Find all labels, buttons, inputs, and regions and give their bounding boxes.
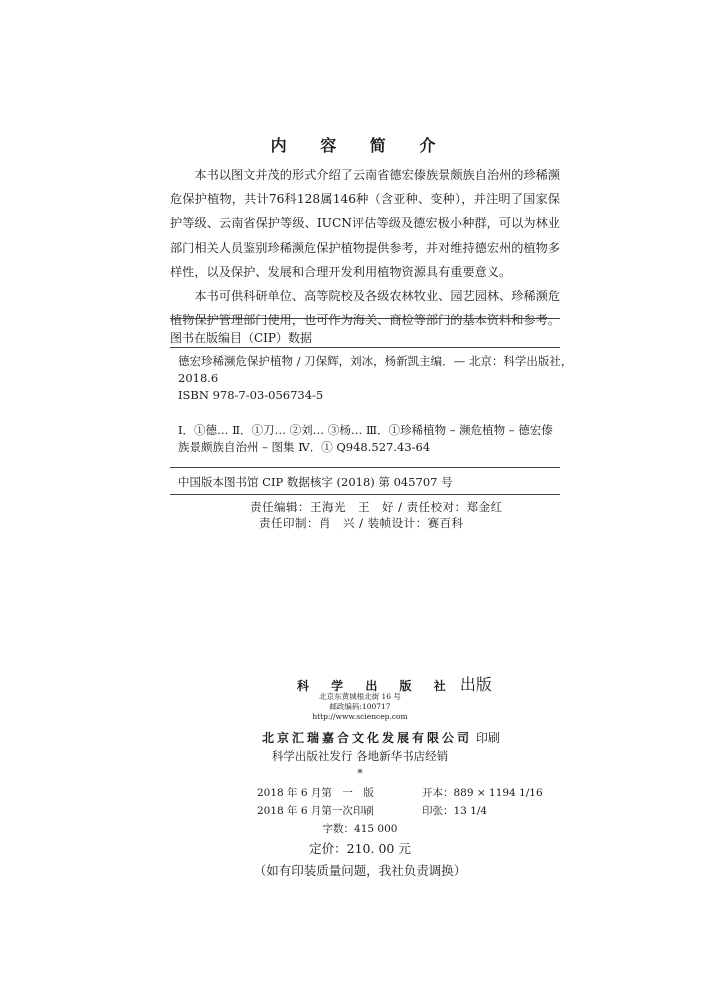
divider-cip-note	[170, 467, 560, 468]
printing-info: 2018 年 6 月第一次印刷	[257, 805, 374, 817]
publisher-website: http://www.sciencep.com	[312, 712, 408, 721]
printer-name: 北京汇瑞嘉合文化发展有限公司	[262, 731, 473, 745]
cip-line-2: 2018.6	[178, 371, 219, 385]
publisher-address: 北京东黄城根北街 16 号	[319, 692, 401, 701]
summary-paragraph-2: 本书可供科研单位、高等院校及各级农林牧业、园艺园林、珍稀濒危植物保护管理部门使用，也可作为海关、商检等部门的基本资料和参考。	[170, 289, 561, 328]
editors-line-1: 责任编辑：王海光 王 好 / 责任校对：郑金红	[250, 500, 503, 514]
cip-line-5: 族景颇族自治州 – 图集 Ⅳ．① Q948.527.43-64	[178, 440, 431, 454]
sheets-info: 印张：13 1/4	[422, 805, 488, 817]
word-count: 字数：415 000	[322, 823, 398, 835]
printer-suffix: 印刷	[475, 731, 500, 745]
separator-star: *	[357, 767, 363, 780]
distribution-line: 科学出版社发行 各地新华书店经销	[271, 749, 449, 763]
cip-data-number: 中国版本图书馆 CIP 数据核字 (2018) 第 045707 号	[178, 475, 453, 489]
divider-bottom	[170, 494, 560, 495]
summary-text	[170, 163, 560, 332]
divider-top	[170, 318, 560, 319]
publisher-name: 科 学 出 版 社	[297, 679, 455, 693]
cip-line-3: ISBN 978-7-03-056734-5	[178, 388, 324, 402]
quality-notice: （如有印装质量问题，我社负责调换）	[253, 863, 467, 878]
specs-row-1	[257, 785, 543, 800]
cip-line-1: 德宏珍稀濒危保护植物 / 刀保辉，刘冰，杨新凯主编．— 北京：科学出版社，	[178, 354, 573, 368]
publisher-suffix: 出版	[459, 675, 492, 694]
cip-heading: 图书在版编目（CIP）数据	[170, 331, 312, 345]
summary-title: 内 容 简 介	[270, 136, 450, 155]
specs-row-2	[257, 803, 488, 818]
price: 定价：210. 00 元	[309, 841, 411, 856]
editors-line-2: 责任印制：肖 兴 / 装帧设计：赛百科	[259, 516, 464, 530]
format-info: 开本：889 × 1194 1/16	[422, 787, 543, 799]
printer-line	[262, 729, 500, 746]
edition-info: 2018 年 6 月第 一 版	[257, 787, 374, 799]
cip-record	[178, 353, 573, 404]
cip-classification	[178, 422, 560, 456]
summary-paragraph-1: 本书以图文并茂的形式介绍了云南省德宏傣族景颇族自治州的珍稀濒危保护植物，共计76科128属146种（含亚种、变种），并注明了国家保护等级、云南省保护等级、IUCN评估等级及德宏极小种群，可以为林业部门相关人员鉴别珍稀濒危保护植物提供参考，并对维持德宏州的植物多样性，以及保护、发展和合理开发利用植物资源具有重要意义。	[170, 168, 561, 279]
cip-line-4: Ⅰ．①德… Ⅱ．①刀… ②刘… ③杨… Ⅲ．①珍稀植物 – 濒危植物 – 德宏傣	[178, 423, 553, 437]
publisher-postcode: 邮政编码:100717	[329, 702, 391, 711]
divider-cip	[170, 347, 560, 348]
